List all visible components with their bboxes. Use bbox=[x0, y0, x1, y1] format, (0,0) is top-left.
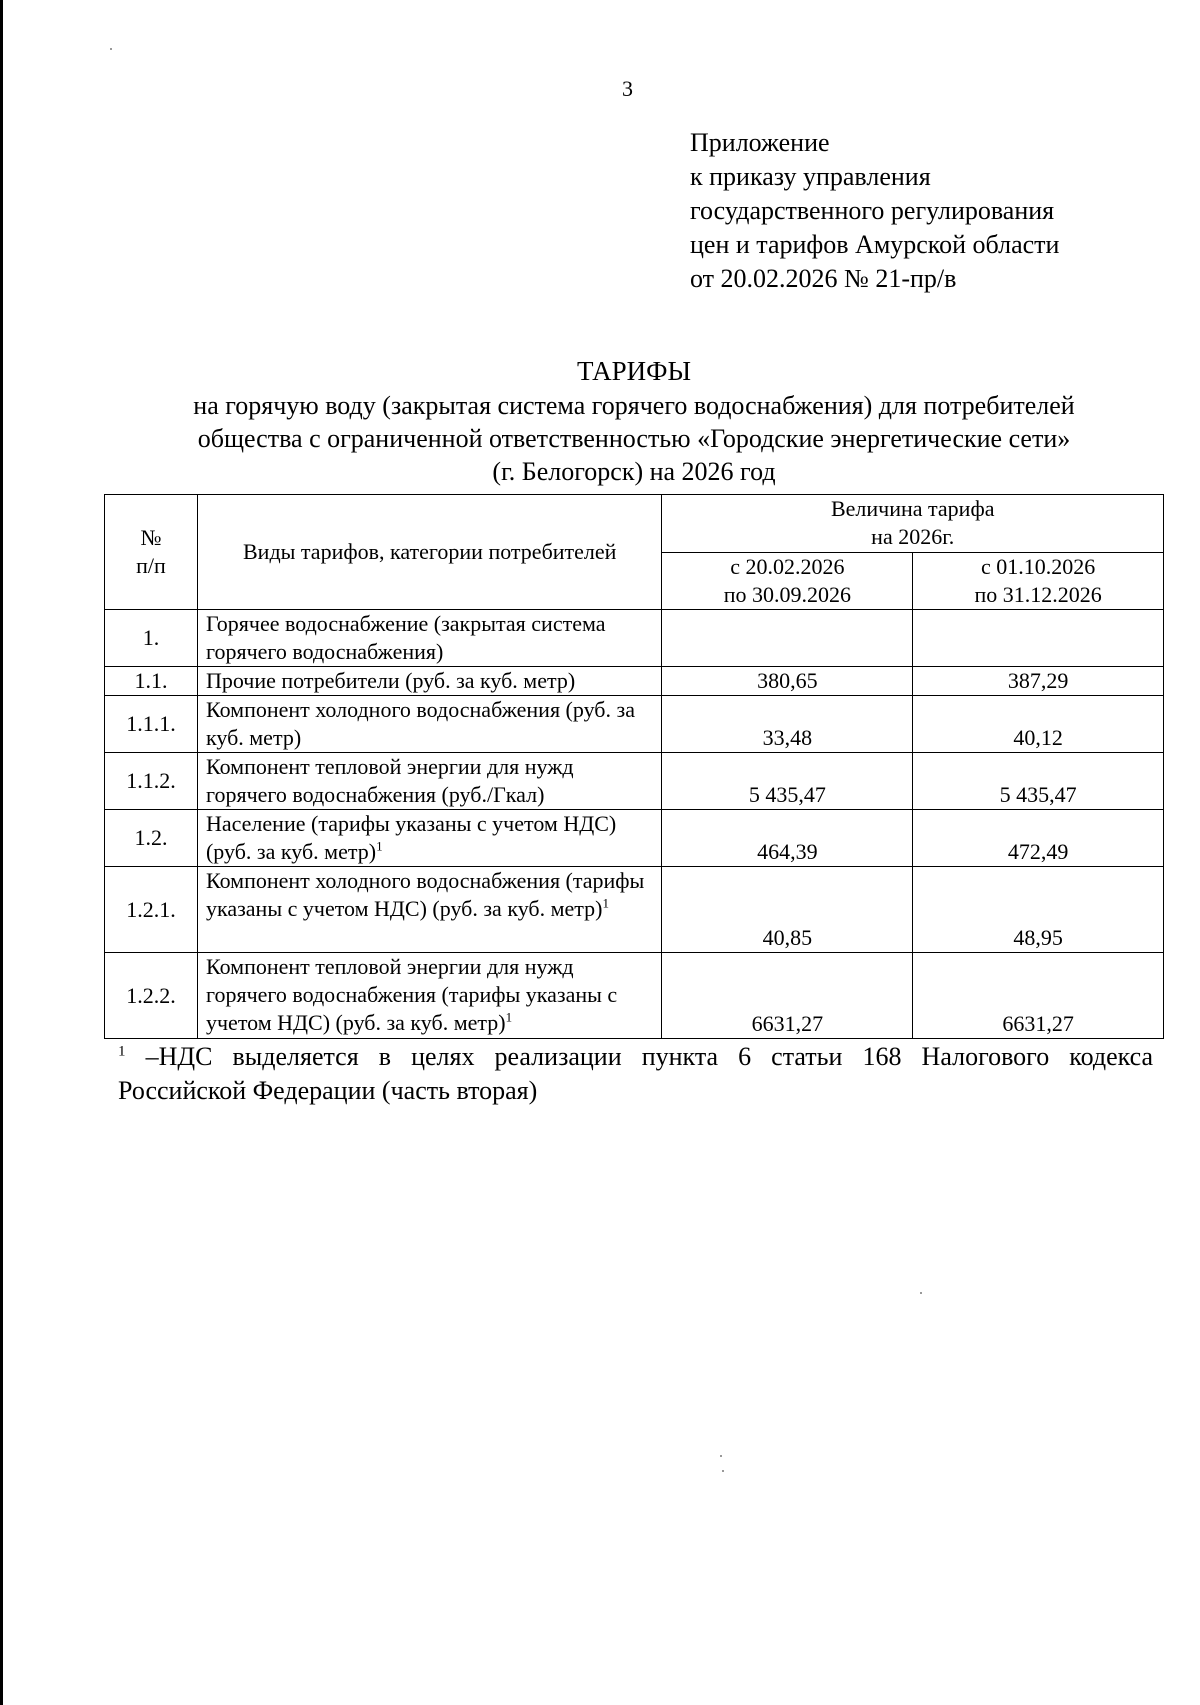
scan-speck bbox=[720, 1455, 722, 1457]
row-value-period-2: 40,12 bbox=[913, 696, 1164, 753]
row-num: 1.2.1. bbox=[105, 867, 198, 953]
row-num: 1.1. bbox=[105, 667, 198, 696]
row-value-period-1: 5 435,47 bbox=[662, 753, 913, 810]
row-name bbox=[197, 696, 661, 753]
table-row bbox=[105, 753, 1164, 810]
footnote-text: –НДС выделяется в целях реализации пункта 6 статьи 168 Налогового кодекса bbox=[145, 1042, 1153, 1071]
table-row bbox=[105, 867, 1164, 953]
appendix-line: к приказу управления bbox=[690, 162, 931, 191]
document-title: ТАРИФЫ bbox=[576, 356, 692, 386]
row-name bbox=[197, 753, 661, 810]
row-name-text: Прочие потребители (руб. за куб. метр) bbox=[205, 668, 576, 693]
appendix-line: цен и тарифов Амурской области bbox=[690, 230, 1060, 259]
period1-line2: по 30.09.2026 bbox=[723, 582, 851, 607]
scan-speck bbox=[110, 48, 112, 50]
header-value-line1: Величина тарифа bbox=[830, 496, 995, 521]
header-period-1 bbox=[662, 553, 913, 610]
footnote-ref: 1 bbox=[505, 1009, 513, 1025]
row-value-period-2: 48,95 bbox=[913, 867, 1164, 953]
header-num bbox=[105, 495, 198, 610]
row-value-period-2 bbox=[913, 610, 1164, 667]
row-value-period-1: 380,65 bbox=[662, 667, 913, 696]
footnote-ref: 1 bbox=[602, 895, 609, 911]
table-row bbox=[105, 667, 1164, 696]
row-name bbox=[197, 810, 661, 867]
row-name-text: Компонент тепловой энергии для нужд горячего водоснабжения (руб./Гкал) bbox=[205, 754, 574, 807]
subtitle-line: (г. Белогорск) на 2026 год bbox=[492, 457, 776, 486]
footnote-line2: Российской Федерации (часть вторая) bbox=[118, 1076, 538, 1105]
period2-line2: по 31.12.2026 bbox=[974, 582, 1102, 607]
header-period-2 bbox=[913, 553, 1164, 610]
row-num: 1.1.2. bbox=[105, 753, 198, 810]
row-value-period-2: 387,29 bbox=[913, 667, 1164, 696]
table-header-row bbox=[105, 495, 1164, 553]
row-name-text: Компонент холодного водоснабжения (руб. за куб. метр) bbox=[205, 697, 635, 750]
tariffs-table bbox=[104, 494, 1164, 1039]
footnote-mark: 1 bbox=[118, 1043, 126, 1060]
document-subtitle bbox=[0, 389, 1200, 488]
row-name bbox=[197, 953, 661, 1039]
row-num: 1.1.1. bbox=[105, 696, 198, 753]
scan-speck bbox=[722, 1470, 724, 1472]
table-row bbox=[105, 810, 1164, 867]
row-value-period-2: 5 435,47 bbox=[913, 753, 1164, 810]
period1-line1: с 20.02.2026 bbox=[730, 554, 845, 579]
row-value-period-2: 472,49 bbox=[913, 810, 1164, 867]
row-name bbox=[197, 867, 661, 953]
footnote-ref: 1 bbox=[376, 838, 383, 854]
footnote bbox=[118, 1040, 1153, 1108]
row-name bbox=[197, 667, 661, 696]
row-name-text: Компонент тепловой энергии для нужд горячего водоснабжения (тарифы указаны с учетом НДС) (руб. за куб. метр) bbox=[205, 954, 618, 1035]
row-num: 1. bbox=[105, 610, 198, 667]
footnote-line1 bbox=[118, 1040, 1153, 1074]
row-value-period-1 bbox=[662, 610, 913, 667]
header-value bbox=[662, 495, 1164, 553]
table-row bbox=[105, 953, 1164, 1039]
appendix-block bbox=[690, 126, 1059, 296]
table-row bbox=[105, 610, 1164, 667]
row-value-period-1: 464,39 bbox=[662, 810, 913, 867]
appendix-line: Приложение bbox=[690, 128, 830, 157]
row-value-period-1: 6631,27 bbox=[662, 953, 913, 1039]
row-value-period-1: 33,48 bbox=[662, 696, 913, 753]
row-name bbox=[197, 610, 661, 667]
header-name: Виды тарифов, категории потребителей bbox=[197, 495, 661, 610]
subtitle-line: общества с ограниченной ответственностью «Городские энергетические сети» bbox=[197, 424, 1071, 453]
scan-speck bbox=[920, 1292, 922, 1294]
header-num-line2: п/п bbox=[136, 553, 166, 578]
row-value-period-2: 6631,27 bbox=[913, 953, 1164, 1039]
scan-left-edge bbox=[0, 0, 3, 1705]
table-row bbox=[105, 696, 1164, 753]
appendix-line: от 20.02.2026 № 21-пр/в bbox=[690, 264, 957, 293]
header-num-line1: № bbox=[140, 525, 162, 550]
header-value-line2: на 2026г. bbox=[871, 524, 955, 549]
appendix-line: государственного регулирования bbox=[690, 196, 1055, 225]
period2-line1: с 01.10.2026 bbox=[980, 554, 1096, 579]
row-name-text: Компонент холодного водоснабжения (тарифы указаны с учетом НДС) (руб. за куб. метр) bbox=[205, 868, 645, 921]
subtitle-line: на горячую воду (закрытая система горячего водоснабжения) для потребителей bbox=[193, 391, 1075, 420]
page-number: 3 bbox=[622, 76, 633, 101]
row-num: 1.2. bbox=[105, 810, 198, 867]
row-name-text: Население (тарифы указаны с учетом НДС) (руб. за куб. метр) bbox=[205, 811, 617, 864]
row-num: 1.2.2. bbox=[105, 953, 198, 1039]
row-name-text: Горячее водоснабжение (закрытая система горячего водоснабжения) bbox=[205, 611, 606, 664]
row-value-period-1: 40,85 bbox=[662, 867, 913, 953]
